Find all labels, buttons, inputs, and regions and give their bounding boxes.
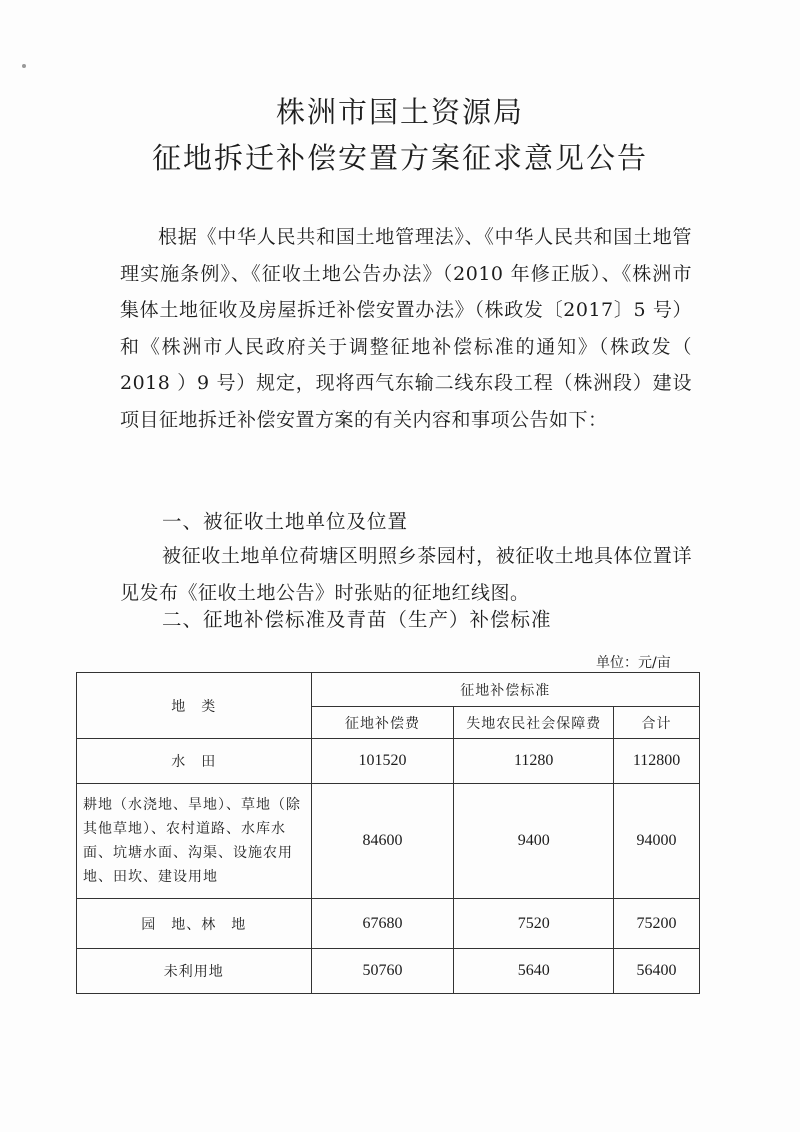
compensation-table (76, 672, 700, 994)
row-land-compensation: 101520 (311, 739, 454, 784)
header-land-type: 地 类 (77, 673, 312, 739)
row-social-security: 11280 (454, 739, 614, 784)
table-row (77, 899, 700, 949)
header-land-compensation: 征地补偿费 (311, 707, 454, 739)
row-land-type: 耕地（水浇地、旱地）、草地（除其他草地）、农村道路、水库水面、坑塘水面、沟渠、设施农用地、田坎、建设用地 (77, 784, 312, 899)
table-row (77, 949, 700, 994)
row-social-security: 5640 (454, 949, 614, 994)
header-compensation-standard: 征地补偿标准 (311, 673, 699, 707)
row-total: 56400 (614, 949, 700, 994)
document-title-line1: 株洲市国土资源局 (275, 95, 524, 129)
row-total: 112800 (614, 739, 700, 784)
row-land-compensation: 84600 (311, 784, 454, 899)
row-total: 75200 (614, 899, 700, 949)
section1-heading: 一、被征收土地单位及位置 (162, 510, 409, 533)
table-row (77, 784, 700, 899)
row-land-compensation: 50760 (311, 949, 454, 994)
row-land-type: 水 田 (77, 739, 312, 784)
section1-paragraph: 被征收土地单位荷塘区明照乡茶园村，被征收土地具体位置详见发布《征收土地公告》时张贴的征地红线图。 (120, 545, 692, 604)
section2-heading: 二、征地补偿标准及青苗（生产）补偿标准 (162, 608, 552, 631)
row-social-security: 9400 (454, 784, 614, 899)
scan-speck (22, 64, 26, 68)
table-row (77, 739, 700, 784)
row-land-type: 园 地、林 地 (77, 899, 312, 949)
row-total: 94000 (614, 784, 700, 899)
intro-paragraph: 根据《中华人民共和国土地管理法》、《中华人民共和国土地管理实施条例》、《征收土地公告办法》（2010 年修正版）、《株洲市集体土地征收及房屋拆迁补偿安置办法》（株政发〔2017〕5 号）和《株洲市人民政府关于调整征地补偿标准的通知》（株政发（ 2018 ）9 号）规定，现将西气东输二线东段工程（株洲段）建设项目征地拆迁补偿安置方案的有关内容和事项公告如下： (120, 226, 692, 431)
header-total: 合计 (614, 707, 700, 739)
row-social-security: 7520 (454, 899, 614, 949)
document-title-line2: 征地拆迁补偿安置方案征求意见公告 (151, 141, 648, 175)
row-land-type: 未利用地 (77, 949, 312, 994)
table-unit-label: 单位：元/亩 (596, 655, 671, 671)
header-social-security: 失地农民社会保障费 (454, 707, 614, 739)
row-land-compensation: 67680 (311, 899, 454, 949)
